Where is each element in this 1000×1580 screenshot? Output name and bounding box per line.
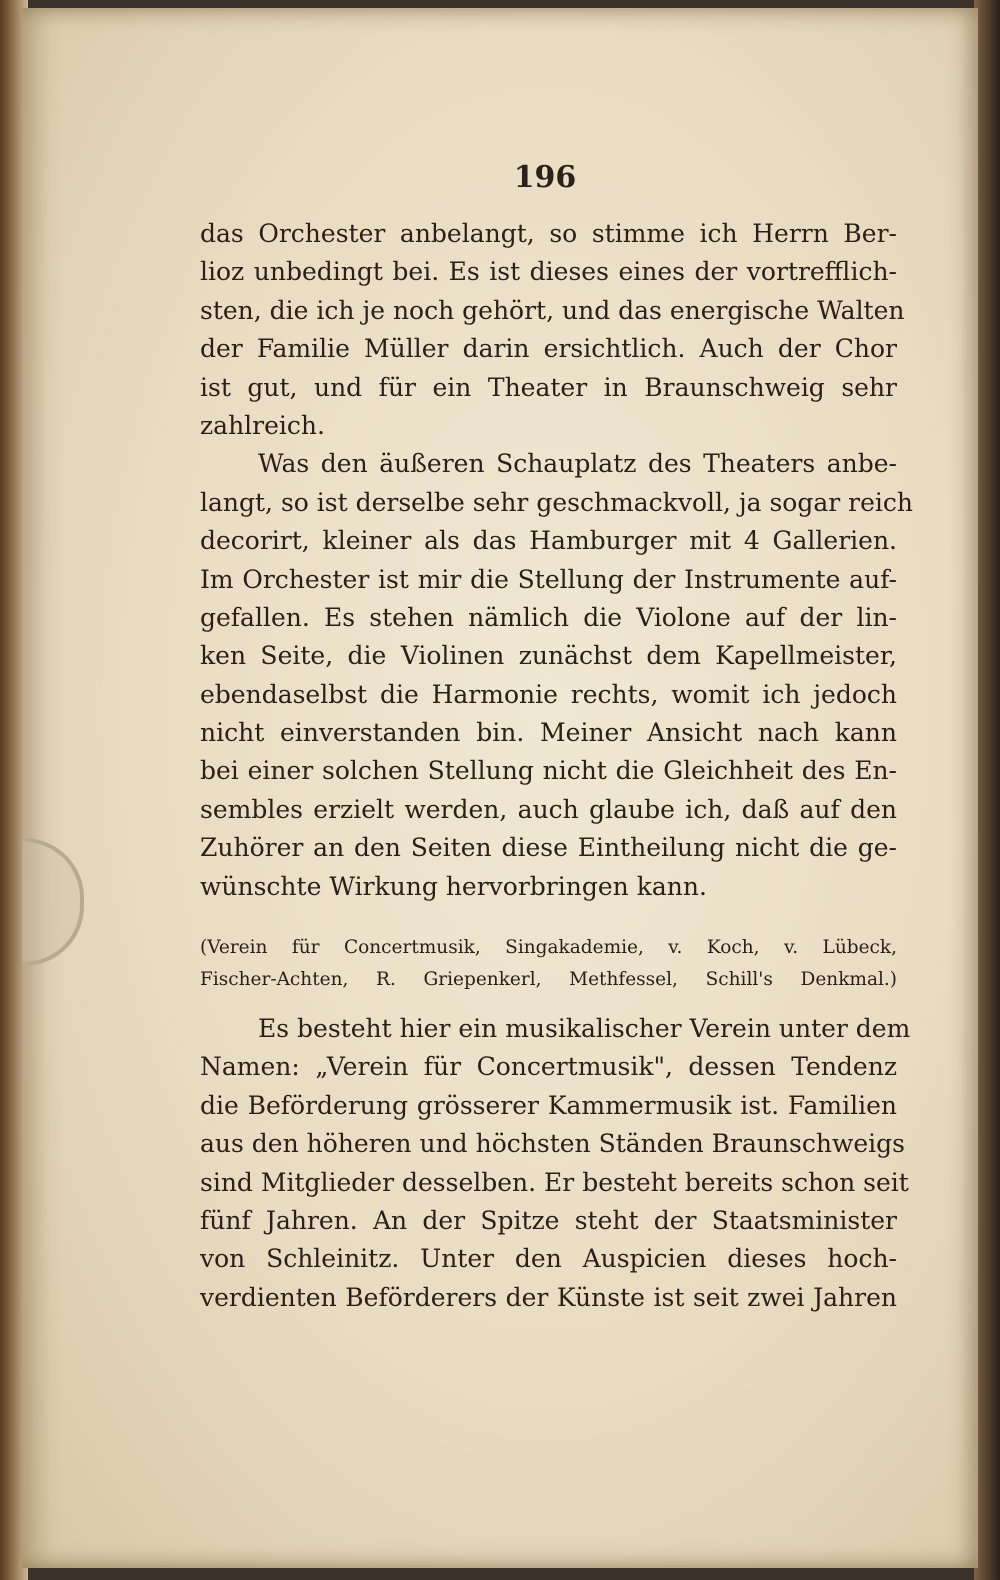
text-line: die Beförderung grösserer Kammermusik ist. Familien	[200, 1090, 897, 1120]
text-line: Es besteht hier ein musikalischer Verein unter dem	[258, 1014, 911, 1044]
text-line: nicht einverstanden bin. Meiner Ansicht nach kann	[200, 718, 897, 748]
text-line: gefallen. Es stehen nämlich die Violone auf der lin-	[200, 602, 897, 632]
summary-line: (Verein für Concertmusik, Singakademie, v. Koch, v. Lübeck,	[200, 937, 897, 959]
text-line: sten, die ich je noch gehört, und das energische Walten	[200, 295, 905, 325]
text-line: der Familie Müller darin ersichtlich. Auch der Chor	[200, 334, 897, 364]
text-line: langt, so ist derselbe sehr geschmackvoll, ja sogar reich	[200, 487, 914, 517]
section-summary	[200, 932, 897, 996]
paragraph-2	[200, 445, 914, 906]
text-line: verdienten Beförderers der Künste ist seit zwei Jahren	[200, 1282, 897, 1312]
page-number: 196	[513, 160, 577, 195]
text-line: Was den äußeren Schauplatz des Theaters anbe-	[258, 449, 897, 479]
body-text	[200, 215, 914, 1317]
text-line: Zuhörer an den Seiten diese Eintheilung nicht die ge-	[200, 833, 897, 863]
text-line: sembles erzielt werden, auch glaube ich, daß auf den	[200, 794, 897, 824]
summary-line: Fischer-Achten, R. Griepenkerl, Methfessel, Schill's Denkmal.)	[200, 969, 897, 991]
text-line: Namen: „Verein für Concertmusik", dessen Tendenz	[200, 1052, 897, 1082]
text-line: ist gut, und für ein Theater in Braunschweig sehr	[200, 372, 897, 402]
text-line: bei einer solchen Stellung nicht die Gleichheit des En-	[200, 756, 897, 786]
paragraph-3	[200, 1010, 911, 1317]
text-line: aus den höheren und höchsten Ständen Braunschweigs	[200, 1129, 906, 1159]
text-line: das Orchester anbelangt, so stimme ich Herrn Ber-	[200, 219, 897, 248]
page-clip	[22, 838, 84, 966]
text-line: decorirt, kleiner als das Hamburger mit 4 Gallerien.	[200, 526, 897, 556]
text-line: von Schleinitz. Unter den Auspicien dieses hoch-	[200, 1244, 897, 1274]
paragraph-1	[200, 215, 905, 445]
text-line: wünschte Wirkung hervorbringen kann.	[200, 871, 707, 901]
text-line: lioz unbedingt bei. Es ist dieses eines der vortrefflich-	[200, 257, 897, 287]
text-line: ebendaselbst die Harmonie rechts, womit ich jedoch	[200, 679, 897, 709]
text-line: sind Mitglieder desselben. Er besteht bereits schon seit	[200, 1167, 909, 1197]
text-line: ken Seite, die Violinen zunächst dem Kapellmeister,	[200, 641, 897, 671]
text-line: zahlreich.	[200, 410, 325, 440]
text-line: fünf Jahren. An der Spitze steht der Staatsminister	[200, 1205, 897, 1235]
text-line: Im Orchester ist mir die Stellung der Instrumente auf-	[200, 564, 897, 594]
